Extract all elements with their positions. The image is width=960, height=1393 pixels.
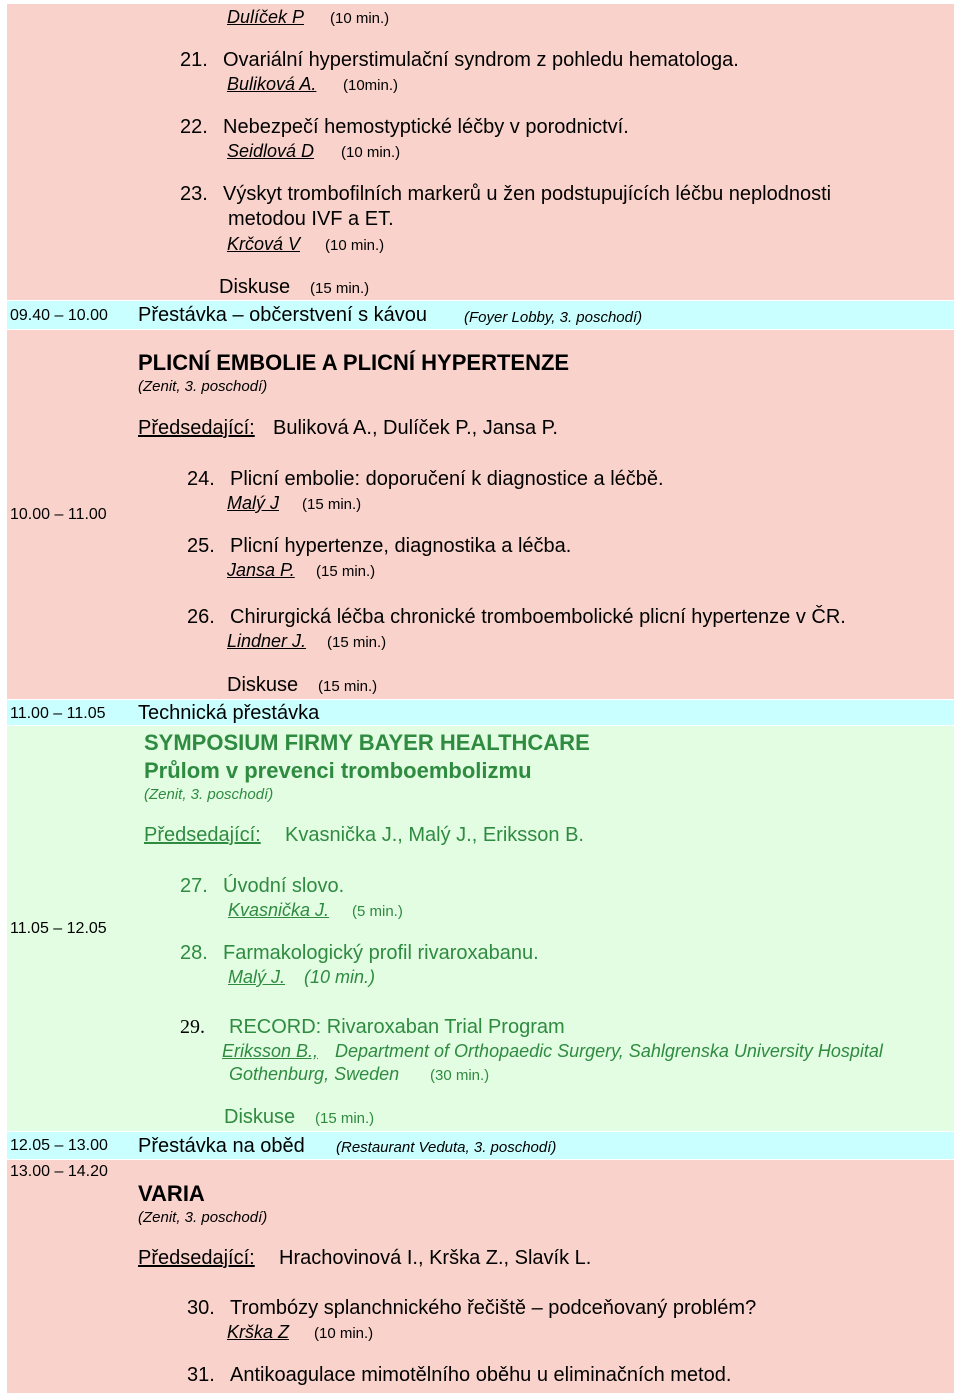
talk-duration: (15 min.): [327, 634, 387, 651]
discussion-label: Diskuse: [227, 674, 299, 696]
talk-duration: (10 min.): [304, 967, 376, 987]
talk-duration: (10 min.): [341, 144, 401, 161]
talk-author: Dulíček P: [227, 7, 305, 27]
section-time: 10.00 – 11.00: [10, 506, 107, 523]
discussion-label: Diskuse: [224, 1106, 296, 1128]
break-time: 09.40 – 10.00: [10, 307, 108, 324]
chair-names: Buliková A., Dulíček P., Jansa P.: [273, 417, 558, 439]
talk-number: 26.: [187, 606, 215, 628]
talk-duration: (10 min.): [314, 1325, 374, 1342]
talk-duration: (15 min.): [316, 563, 376, 580]
talk-author: Krčová V: [227, 234, 301, 254]
discussion-duration: (15 min.): [318, 678, 378, 695]
talk-author: Malý J: [227, 493, 280, 513]
talk-author: Krška Z: [227, 1322, 290, 1342]
chair-label: Předsedající:: [144, 824, 261, 846]
talk-number: 28.: [180, 942, 208, 964]
break-time: 12.05 – 13.00: [10, 1137, 108, 1154]
section-place: (Zenit, 3. poschodí): [138, 1209, 268, 1226]
talk-duration: (30 min.): [430, 1067, 490, 1084]
section-place: (Zenit, 3. poschodí): [144, 786, 274, 803]
break-label: Přestávka na oběd: [138, 1135, 305, 1157]
break-time: 11.00 – 11.05: [10, 705, 106, 722]
talk-number: 25.: [187, 535, 215, 557]
talk-title: RECORD: Rivaroxaban Trial Program: [229, 1016, 565, 1038]
section-time: 13.00 – 14.20: [10, 1163, 108, 1180]
talk-duration: (15 min.): [302, 496, 362, 513]
talk-title-cont: metodou IVF a ET.: [228, 208, 394, 230]
discussion-duration: (15 min.): [315, 1110, 375, 1127]
talk-author: Seidlová D: [227, 141, 315, 161]
talk-number: 27.: [180, 875, 208, 897]
chair-label: Předsedající:: [138, 1247, 255, 1269]
talk-author: Buliková A.: [227, 74, 317, 94]
talk-number: 29.: [180, 1016, 205, 1038]
talk-title: Farmakologický profil rivaroxabanu.: [223, 942, 539, 964]
talk-affiliation-cont: Gothenburg, Sweden: [229, 1064, 400, 1084]
talk-author: Jansa P.: [227, 560, 295, 580]
talk-title: Plicní embolie: doporučení k diagnostice a léčbě.: [230, 468, 664, 490]
talk-number: 23.: [180, 183, 208, 205]
talk-author: Eriksson B.,: [222, 1041, 319, 1061]
symposium-subtitle: Průlom v prevenci tromboembolizmu: [144, 758, 532, 783]
talk-title: Antikoagulace mimotělního oběhu u eliminačních metod.: [230, 1364, 732, 1386]
chair-names: Kvasnička J., Malý J., Eriksson B.: [285, 824, 584, 846]
section-title: PLICNÍ EMBOLIE A PLICNÍ HYPERTENZE: [138, 350, 570, 375]
break-place: (Foyer Lobby, 3. poschodí): [464, 309, 643, 326]
section-title: VARIA: [138, 1181, 205, 1206]
talk-author: Lindner J.: [227, 631, 307, 651]
break-label: Technická přestávka: [138, 702, 320, 724]
section-time: 11.05 – 12.05: [10, 920, 107, 937]
discussion-label: Diskuse: [219, 276, 291, 298]
talk-title: Trombózy splanchnického řečiště – podceňovaný problém?: [230, 1297, 757, 1319]
chair-label: Předsedající:: [138, 417, 255, 439]
chair-names: Hrachovinová I., Krška Z., Slavík L.: [279, 1247, 592, 1269]
talk-number: 24.: [187, 468, 215, 490]
talk-duration: (10min.): [343, 77, 399, 94]
discussion-duration: (15 min.): [310, 280, 370, 297]
talk-author: Malý J.: [228, 967, 286, 987]
talk-title: Chirurgická léčba chronické tromboembolické plicní hypertenze v ČR.: [230, 606, 846, 628]
talk-title: Ovariální hyperstimulační syndrom z pohledu hematologa.: [223, 49, 739, 71]
talk-number: 22.: [180, 116, 208, 138]
break-label: Přestávka – občerstvení s kávou: [138, 304, 428, 326]
talk-duration: (10 min.): [330, 10, 390, 27]
talk-number: 31.: [187, 1364, 215, 1386]
talk-title: Výskyt trombofilních markerů u žen podstupujících léčbu neplodnosti: [223, 183, 832, 205]
symposium-title: SYMPOSIUM FIRMY BAYER HEALTHCARE: [144, 730, 590, 755]
talk-number: 21.: [180, 49, 208, 71]
break-place: (Restaurant Veduta, 3. poschodí): [336, 1139, 557, 1156]
talk-title: Plicní hypertenze, diagnostika a léčba.: [230, 535, 572, 557]
talk-number: 30.: [187, 1297, 215, 1319]
section-place: (Zenit, 3. poschodí): [138, 378, 268, 395]
talk-affiliation: Department of Orthopaedic Surgery, Sahlgrenska University Hospital: [335, 1041, 883, 1061]
talk-author: Kvasnička J.: [228, 900, 330, 920]
talk-title: Nebezpečí hemostyptické léčby v porodnictví.: [223, 116, 629, 138]
talk-duration: (5 min.): [352, 903, 403, 920]
talk-title: Úvodní slovo.: [223, 875, 345, 897]
talk-duration: (10 min.): [325, 237, 385, 254]
